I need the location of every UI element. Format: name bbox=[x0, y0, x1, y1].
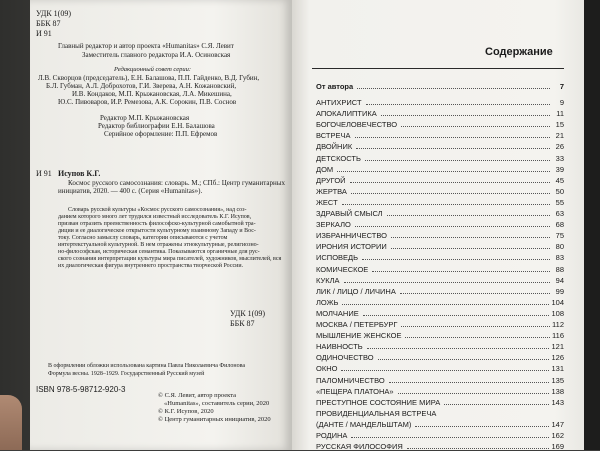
council-line: Л.В. Скворцов (председатель), Е.Н. Балашова, П.П. Гайденко, В.Д. Губин, bbox=[38, 74, 260, 82]
toc-dots bbox=[387, 215, 550, 216]
toc-dots bbox=[378, 359, 550, 360]
chief-editor: Главный редактор и автор проекта «Humanitas» С.Я. Левит bbox=[58, 42, 234, 50]
toc-row bbox=[316, 263, 564, 274]
finger bbox=[0, 395, 22, 450]
annotation-line: их диалогическая фигура внутреннего пространства творческой России. bbox=[58, 263, 244, 269]
toc-label: От автора bbox=[316, 82, 354, 91]
cover-note-line: Формула весны. 1928–1929. Государственный Русский музей bbox=[48, 371, 205, 377]
toc-page: 75 bbox=[555, 231, 564, 241]
toc-page: 121 bbox=[551, 342, 564, 352]
author-name: Исупов К.Г. bbox=[58, 169, 101, 178]
toc-page: 169 bbox=[551, 442, 564, 451]
annotation-line: диции и ее диалогическое открытости культурному взаимному Западу и Вос- bbox=[58, 228, 256, 234]
toc-label: АНТИХРИСТ bbox=[316, 98, 362, 107]
entry-index: И 91 bbox=[36, 169, 52, 178]
index-code: И 91 bbox=[36, 29, 52, 38]
isbn: ISBN 978-5-98712-920-3 bbox=[36, 385, 126, 394]
toc-label: МЫШЛЕНИЕ ЖЕНСКОЕ bbox=[316, 331, 402, 341]
udk-code-bottom: УДК 1(09) bbox=[230, 309, 265, 318]
toc-page: 104 bbox=[551, 297, 564, 307]
annotation-line: Словарь русской культуры «Космос русского самосознания», над соз- bbox=[68, 207, 247, 213]
toc-row bbox=[316, 307, 564, 318]
toc-page: 45 bbox=[555, 175, 564, 185]
toc-page: 126 bbox=[551, 353, 564, 363]
annotation-line: току. Согласно замыслу словарь, категории описываются с учетом bbox=[58, 235, 228, 241]
toc-dots bbox=[398, 393, 550, 394]
toc-row bbox=[316, 429, 564, 440]
toc-row bbox=[316, 362, 564, 373]
toc-page: 143 bbox=[551, 397, 564, 407]
udk-code: УДК 1(09) bbox=[36, 9, 71, 18]
toc-label: ИСПОВЕДЬ bbox=[316, 253, 359, 263]
toc-page: 116 bbox=[552, 331, 564, 341]
toc-page: 131 bbox=[551, 364, 564, 374]
annotation-line: призван отразить преемственность философско-культурной самобытной тра- bbox=[58, 221, 256, 227]
council-line: И.В. Кондаков, М.П. Крыжановская, Л.А. Микешина, bbox=[72, 90, 232, 98]
toc-row bbox=[316, 229, 564, 240]
toc-dots bbox=[407, 448, 550, 449]
toc-row bbox=[316, 407, 564, 418]
toc-dots bbox=[355, 226, 550, 227]
toc-row bbox=[316, 374, 564, 385]
toc-row bbox=[316, 152, 564, 163]
toc-dots bbox=[415, 426, 549, 427]
toc-row-from-author bbox=[316, 80, 564, 91]
toc-dots bbox=[365, 160, 550, 161]
toc-label: «ПЕЩЕРА ПЛАТОНА» bbox=[316, 386, 394, 396]
toc-label: ПАЛОМНИЧЕСТВО bbox=[316, 375, 385, 385]
toc-label: КУКЛА bbox=[316, 275, 340, 285]
toc-dots bbox=[342, 304, 549, 305]
entry-line: Космос русского самосознания: словарь. М.; СПб.: Центр гуманитарных bbox=[68, 179, 285, 187]
toc-dots bbox=[341, 370, 549, 371]
council-line: Ю.С. Пивоваров, И.Р. Ремезова, А.К. Сорокин, П.В. Соснов bbox=[58, 98, 237, 106]
council-title: Редакционный совет серии: bbox=[114, 66, 192, 73]
credit-line: Серийное оформление: П.П. Ефремов bbox=[104, 130, 218, 138]
toc-label: ПРЕСТУПНОЕ СОСТОЯНИЕ МИРА bbox=[316, 397, 441, 407]
toc-label: МОЛЧАНИЕ bbox=[316, 308, 359, 318]
toc-page: 15 bbox=[555, 120, 564, 130]
copyright-line: © Центр гуманитарных инициатив, 2020 bbox=[158, 416, 271, 423]
toc-row bbox=[316, 251, 564, 262]
toc-label: КОМИЧЕСКОЕ bbox=[316, 264, 369, 274]
toc-label: ОКНО bbox=[316, 364, 338, 374]
toc-row bbox=[316, 340, 564, 351]
toc-page: 26 bbox=[555, 142, 564, 152]
toc-page: 162 bbox=[551, 431, 564, 440]
toc-dots bbox=[405, 337, 550, 338]
toc-page: 39 bbox=[555, 164, 564, 174]
toc-label: ИРОНИЯ ИСТОРИИ bbox=[316, 242, 387, 252]
toc-dots bbox=[356, 148, 550, 149]
toc-dots bbox=[391, 237, 550, 238]
cover-note-line: В оформлении обложки использована картина Павла Николаевича Филонова bbox=[48, 363, 245, 369]
toc-row bbox=[316, 163, 564, 174]
toc-dots bbox=[401, 326, 550, 327]
toc-page: 21 bbox=[555, 131, 564, 141]
toc-page: 55 bbox=[555, 197, 564, 207]
toc-row bbox=[316, 240, 564, 251]
toc-row bbox=[316, 118, 564, 129]
toc-dots bbox=[444, 404, 549, 405]
toc-row bbox=[316, 296, 564, 307]
toc-row bbox=[316, 440, 564, 451]
annotation-line: ского сознания интерпретации культуры мира писателей, художников, мыслителей, вся bbox=[58, 256, 282, 262]
toc-label: ЗЕРКАЛО bbox=[316, 220, 351, 230]
toc-dots bbox=[400, 293, 550, 294]
toc-page: 7 bbox=[559, 82, 564, 91]
toc-label: ЛОЖЬ bbox=[316, 297, 339, 307]
bbk-code: ББК 87 bbox=[36, 19, 61, 28]
toc-dots bbox=[372, 271, 550, 272]
toc-label: РОДИНА bbox=[316, 431, 348, 440]
toc-row bbox=[316, 196, 564, 207]
left-page bbox=[30, 0, 292, 450]
toc-row bbox=[316, 351, 564, 362]
toc-row bbox=[316, 174, 564, 185]
toc-dots bbox=[389, 382, 550, 383]
toc-row bbox=[316, 129, 564, 140]
toc-label: ИЗБРАННИЧЕСТВО bbox=[316, 231, 387, 241]
toc-row bbox=[316, 207, 564, 218]
toc-dots bbox=[351, 193, 550, 194]
toc-label: (ДАНТЕ / МАНДЕЛЬШТАМ) bbox=[316, 419, 412, 429]
toc-page: 147 bbox=[551, 419, 564, 429]
entry-line: инициатив, 2020. — 400 с. (Серия «Humanitas»). bbox=[58, 187, 203, 195]
toc-dots bbox=[355, 137, 550, 138]
toc-page: 11 bbox=[556, 109, 564, 119]
toc-dots bbox=[363, 315, 550, 316]
toc-row bbox=[316, 107, 564, 118]
toc-page: 112 bbox=[552, 320, 564, 329]
toc-page: 83 bbox=[555, 253, 564, 263]
annotation-line: данием которого много лет трудился известный исследователь К.Г. Исупов, bbox=[58, 214, 252, 220]
toc-row bbox=[316, 318, 564, 329]
copyright-line: © С.Я. Левит, автор проекта bbox=[158, 392, 236, 399]
toc-row bbox=[316, 385, 564, 396]
toc-page: 63 bbox=[555, 209, 564, 218]
toc-row bbox=[316, 218, 564, 229]
toc-dots bbox=[401, 126, 550, 127]
toc-page: 80 bbox=[555, 242, 564, 252]
toc-dots bbox=[344, 282, 550, 283]
copyright-line: © К.Г. Исупов, 2020 bbox=[158, 408, 214, 415]
copyright-line: «Humanitas», составитель серии, 2020 bbox=[164, 400, 270, 407]
toc-label: БОГОЧЕЛОВЕЧЕСТВО bbox=[316, 120, 398, 130]
toc-label: ЗДРАВЫЙ СМЫСЛ bbox=[316, 209, 383, 218]
annotation-line: интертекстуальной культурной. В нем отражены этнокультурные, религиозно- bbox=[58, 242, 259, 248]
toc-row bbox=[316, 329, 564, 340]
toc-dots bbox=[337, 171, 550, 172]
toc-row bbox=[316, 96, 564, 107]
toc-page: 88 bbox=[555, 264, 564, 274]
toc-dots bbox=[366, 104, 550, 105]
toc-page: 94 bbox=[555, 275, 564, 285]
toc-page: 108 bbox=[551, 308, 564, 318]
toc-dots bbox=[381, 115, 550, 116]
toc-label: ДРУГОЙ bbox=[316, 175, 346, 185]
toc-dots bbox=[357, 88, 550, 89]
toc-page: 99 bbox=[555, 286, 564, 296]
credit-line: Редактор М.П. Крыжановская bbox=[100, 114, 190, 122]
book-edge bbox=[584, 0, 600, 450]
toc-dots bbox=[350, 182, 550, 183]
council-line: Б.Л. Губман, А.Л. Доброхотов, Г.И. Зверева, А.Н. Кожановский, bbox=[46, 82, 237, 90]
credit-line: Редактор библиографии Е.Н. Балашова bbox=[98, 122, 215, 130]
toc-dots bbox=[367, 348, 550, 349]
toc-page: 50 bbox=[555, 186, 564, 196]
toc-label: ЛИК / ЛИЦО / ЛИЧИНА bbox=[316, 286, 396, 296]
toc-row bbox=[316, 396, 564, 407]
toc-page: 9 bbox=[559, 98, 564, 107]
toc-label: АПОКАЛИПТИКА bbox=[316, 109, 377, 119]
toc-dots bbox=[362, 259, 550, 260]
toc-label: РУССКАЯ ФИЛОСОФИЯ bbox=[316, 442, 403, 451]
toc-label: ДОМ bbox=[316, 164, 334, 174]
toc-label: ВСТРЕЧА bbox=[316, 131, 351, 141]
bbk-code-bottom: ББК 87 bbox=[230, 319, 255, 328]
toc-label: ПРОВИДЕНЦИАЛЬНАЯ ВСТРЕЧА bbox=[316, 408, 437, 418]
toc-page: 135 bbox=[551, 375, 564, 385]
toc-label: ЖЕРТВА bbox=[316, 186, 347, 196]
contents-title: Содержание bbox=[485, 46, 553, 58]
toc-label: ОДИНОЧЕСТВО bbox=[316, 353, 374, 363]
toc-dots bbox=[342, 204, 550, 205]
toc-label: ЖЕСТ bbox=[316, 197, 338, 207]
toc-label: МОСКВА / ПЕТЕРБУРГ bbox=[316, 320, 398, 329]
toc-dots bbox=[391, 248, 550, 249]
deputy-editor: Заместитель главного редактора И.А. Осиновская bbox=[82, 51, 231, 59]
contents-rule-top bbox=[312, 68, 564, 69]
toc-label: ДЕТСКОСТЬ bbox=[316, 153, 361, 163]
toc-page: 33 bbox=[555, 153, 564, 163]
annotation-line: но-философская, историческая семантика. Показываются органичные для рус- bbox=[58, 249, 260, 255]
toc-row bbox=[316, 418, 564, 429]
toc-dots bbox=[351, 437, 549, 438]
toc-row bbox=[316, 285, 564, 296]
toc-label: НАИВНОСТЬ bbox=[316, 342, 363, 352]
toc-row bbox=[316, 274, 564, 285]
toc-row bbox=[316, 140, 564, 151]
toc-page: 68 bbox=[555, 220, 564, 230]
toc-label: ДВОЙНИК bbox=[316, 142, 353, 152]
toc-page: 138 bbox=[551, 386, 564, 396]
toc-row bbox=[316, 185, 564, 196]
